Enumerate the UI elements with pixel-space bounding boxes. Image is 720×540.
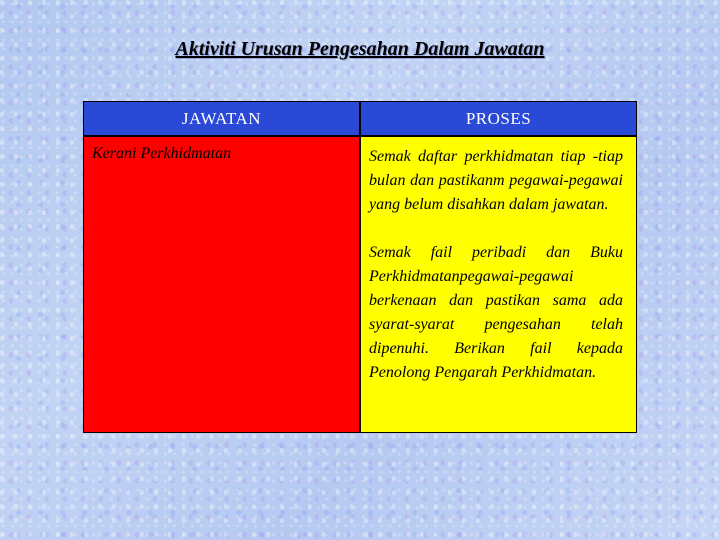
activity-table (83, 101, 637, 433)
cell-jawatan: Kerani Perkhidmatan (84, 137, 359, 432)
header-jawatan: JAWATAN (84, 102, 359, 135)
header-proses: PROSES (361, 102, 636, 135)
slide-title: Aktiviti Urusan Pengesahan Dalam Jawatan (175, 38, 545, 60)
proses-paragraph-1: Semak daftar perkhidmatan tiap -tiap bulan dan pastikanm pegawai-pegawai yang belum disahkan dalam jawatan. (369, 148, 623, 213)
proses-paragraph-2: Semak fail peribadi dan Buku Perkhidmatanpegawai-pegawai berkenaan dan pastikan sama ada syarat-syarat pengesahan telah dipenuhi. Berikan fail kepada Penolong Pengarah Perkhidmatan. (369, 244, 623, 381)
cell-proses (361, 137, 636, 432)
